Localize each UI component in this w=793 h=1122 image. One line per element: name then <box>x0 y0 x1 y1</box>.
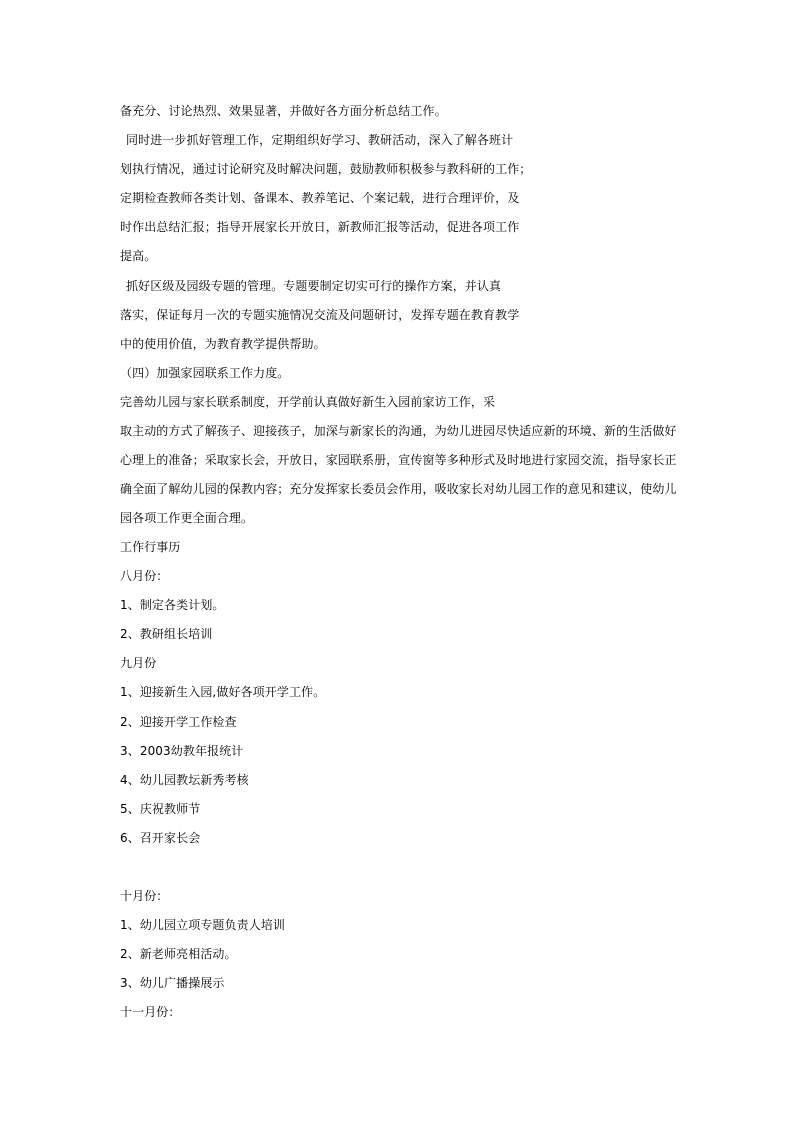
month-heading: 十月份： <box>120 889 169 903</box>
text-line: 提高。 <box>120 249 157 263</box>
text-line: 取主动的方式了解孩子、迎接孩子，加深与新家长的沟通，为幼儿进园尽快适应新的环境、新的生活做好 <box>120 424 677 438</box>
month-heading: 十一月份： <box>120 1005 181 1019</box>
text-line: 完善幼儿园与家长联系制度，开学前认真做好新生入园前家访工作，采 <box>120 395 496 409</box>
list-item: 5、庆祝教师节 <box>120 802 201 816</box>
list-item: 3、幼儿广播操展示 <box>120 976 225 990</box>
text-line: 抓好区级及园级专题的管理。专题要制定切实可行的操作方案，并认真 <box>126 279 502 293</box>
list-item: 1、迎接新生入园,做好各项开学工作。 <box>120 685 326 699</box>
month-heading: 八月份： <box>120 569 169 583</box>
list-item: 1、制定各类计划。 <box>120 598 225 612</box>
list-item: 2、迎接开学工作检查 <box>120 715 237 729</box>
text-line: 划执行情况，通过讨论研究及时解决问题，鼓励教师积极参与教科研的工作； <box>120 162 532 176</box>
section-heading: 工作行事历 <box>120 540 181 554</box>
text-line: 备充分、讨论热烈、效果显著，并做好各方面分析总结工作。 <box>120 104 447 118</box>
list-item: 6、召开家长会 <box>120 831 201 845</box>
list-item: 1、幼儿园立项专题负责人培训 <box>120 918 286 932</box>
list-item: 4、幼儿园教坛新秀考核 <box>120 773 249 787</box>
text-line: 心理上的准备；采取家长会，开放日，家园联系册，宣传窗等多种形式及时地进行家园交流，指导家长正 <box>120 453 677 467</box>
text-line: 中的使用价值，为教育教学提供帮助。 <box>120 337 326 351</box>
text-line: 确全面了解幼儿园的保教内容；充分发挥家长委员会作用，吸收家长对幼儿园工作的意见和建议，使幼儿 <box>120 482 677 496</box>
month-heading: 九月份 <box>120 656 157 670</box>
section-heading: （四）加强家园联系工作力度。 <box>120 366 290 380</box>
text-line: 园各项工作更全面合理。 <box>120 511 254 525</box>
list-item: 2、教研组长培训 <box>120 627 213 641</box>
text-line: 落实，保证每月一次的专题实施情况交流及问题研讨，发挥专题在教育教学 <box>120 308 520 322</box>
list-item: 3、2003幼教年报统计 <box>120 744 244 758</box>
text-line: 定期检查教师各类计划、备课本、教养笔记、个案记载，进行合理评价，及 <box>120 191 520 205</box>
list-item: 2、新老师亮相活动。 <box>120 947 237 961</box>
text-line: 同时进一步抓好管理工作，定期组织好学习、教研活动，深入了解各班计 <box>126 133 514 147</box>
text-line: 时作出总结汇报；指导开展家长开放日，新教师汇报等活动，促进各项工作 <box>120 220 520 234</box>
